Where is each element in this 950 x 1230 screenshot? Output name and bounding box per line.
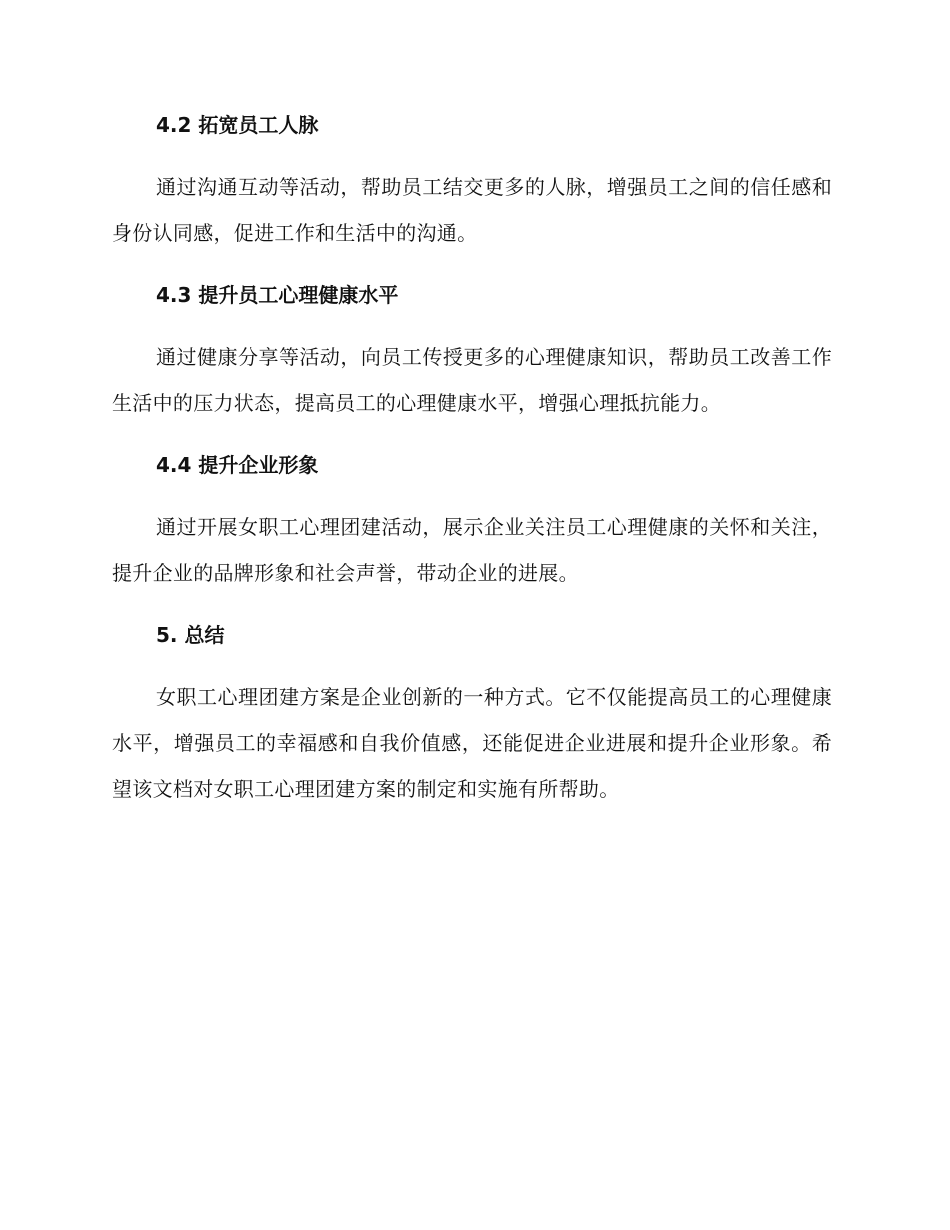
section-body-4-2: 通过沟通互动等活动，帮助员工结交更多的人脉，增强员工之间的信任感和身份认同感，促进工作和生活中的沟通。: [112, 175, 832, 245]
section-heading-4-4: 4.4 提升企业形象: [156, 453, 319, 477]
section-heading-4-2: 4.2 拓宽员工人脉: [156, 113, 319, 137]
document-content: [112, 110, 832, 836]
section-body-4-4: 通过开展女职工心理团建活动，展示企业关注员工心理健康的关怀和关注，提升企业的品牌形象和社会声誉，带动企业的进展。: [112, 515, 832, 585]
section-heading-5: 5. 总结: [156, 623, 225, 647]
section-heading-4-3: 4.3 提升员工心理健康水平: [156, 283, 399, 307]
section-body-4-3: 通过健康分享等活动，向员工传授更多的心理健康知识，帮助员工改善工作生活中的压力状态，提高员工的心理健康水平，增强心理抵抗能力。: [112, 345, 832, 415]
section-body-5: 女职工心理团建方案是企业创新的一种方式。它不仅能提高员工的心理健康水平，增强员工的幸福感和自我价值感，还能促进企业进展和提升企业形象。希望该文档对女职工心理团建方案的制定和实施有所帮助。: [112, 685, 832, 801]
